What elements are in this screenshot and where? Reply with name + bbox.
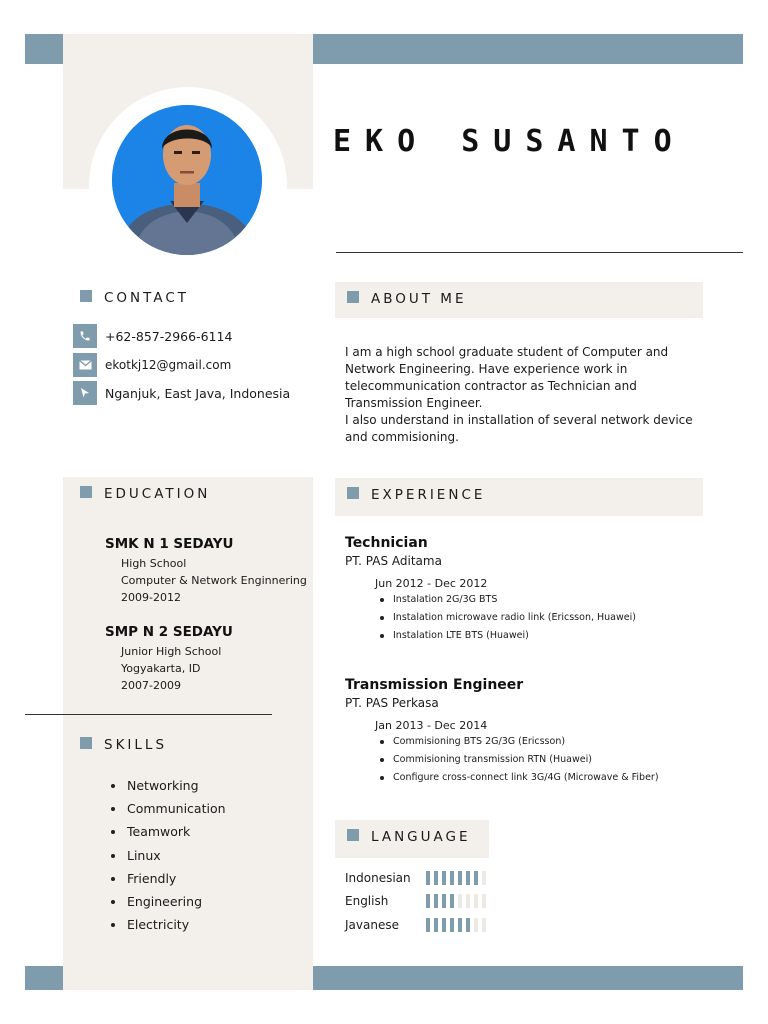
level-tick-filled (426, 871, 430, 885)
level-tick-empty (474, 894, 478, 908)
duty-item: Commisioning BTS 2G/3G (Ericsson) (375, 733, 725, 751)
skills-heading (80, 737, 167, 753)
job-duties (375, 591, 725, 645)
language-level (426, 894, 490, 908)
contact-phone-row (73, 324, 232, 348)
level-tick-empty (482, 894, 486, 908)
language-level (426, 871, 490, 885)
about-heading (347, 291, 466, 307)
about-line: and commisioning. (345, 430, 459, 444)
level-tick-filled (426, 918, 430, 932)
about-text (345, 344, 705, 446)
name-divider (336, 252, 743, 253)
skill-item: Networking (111, 774, 226, 797)
skill-item: Friendly (111, 867, 226, 890)
education-heading-label: EDUCATION (104, 486, 211, 502)
about-heading-label: ABOUT ME (371, 291, 467, 307)
level-tick-filled (434, 918, 438, 932)
duty-item: Instalation LTE BTS (Huawei) (375, 627, 725, 645)
education-item (105, 624, 233, 694)
contact-heading-label: CONTACT (104, 290, 190, 306)
phone-icon (73, 324, 97, 348)
skill-item: Electricity (111, 913, 226, 936)
about-line: Transmission Engineer. (345, 396, 483, 410)
contact-heading (80, 290, 189, 306)
duty-item: Instalation 2G/3G BTS (375, 591, 725, 609)
level-tick-filled (442, 871, 446, 885)
experience-item (345, 535, 725, 645)
experience-heading-label: EXPERIENCE (371, 487, 486, 503)
job-title: Technician (345, 535, 428, 551)
duty-item: Configure cross-connect link 3G/4G (Microwave & Fiber) (375, 769, 725, 787)
school-detail: Junior High School (121, 645, 222, 658)
level-tick-filled (458, 918, 462, 932)
contact-email[interactable]: ekotkj12@gmail.com (105, 358, 232, 372)
about-line: I also understand in installation of several network device (345, 413, 693, 427)
contact-location: Nganjuk, East Java, Indonesia (105, 385, 291, 401)
school-detail: Computer & Network Enginnering (121, 574, 307, 587)
skills-heading-label: SKILLS (104, 737, 168, 753)
language-heading-label: LANGUAGE (371, 829, 471, 845)
skills-list (111, 774, 226, 936)
level-tick-filled (466, 918, 470, 932)
level-tick-empty (474, 918, 478, 932)
education-heading-marker (80, 486, 92, 498)
education-item (105, 536, 307, 606)
duty-item: Commisioning transmission RTN (Huawei) (375, 751, 725, 769)
language-heading (347, 829, 471, 845)
language-row (345, 870, 490, 886)
school-years: 2009-2012 (121, 591, 181, 604)
language-heading-marker (347, 829, 359, 841)
level-tick-empty (458, 894, 462, 908)
profile-photo (112, 105, 262, 255)
level-tick-filled (458, 871, 462, 885)
language-name: Indonesian (345, 871, 411, 885)
language-row (345, 917, 490, 933)
school-name: SMP N 2 SEDAYU (105, 624, 233, 640)
top-bar-right (313, 34, 743, 64)
duty-item: Instalation microwave radio link (Ericsson, Huawei) (375, 609, 725, 627)
level-tick-filled (466, 871, 470, 885)
level-tick-filled (450, 871, 454, 885)
experience-heading-marker (347, 487, 359, 499)
bottom-bar-right (313, 966, 743, 990)
experience-item (345, 677, 725, 787)
job-title: Transmission Engineer (345, 677, 524, 693)
level-tick-filled (450, 894, 454, 908)
about-line: telecommunication contractor as Technician and (345, 379, 637, 393)
email-icon (73, 353, 97, 377)
school-name: SMK N 1 SEDAYU (105, 536, 234, 552)
education-divider (25, 714, 272, 715)
job-company: PT. PAS Perkasa (345, 696, 439, 710)
school-detail: High School (121, 557, 187, 570)
level-tick-empty (482, 871, 486, 885)
school-years: 2007-2009 (121, 679, 181, 692)
level-tick-filled (442, 894, 446, 908)
language-name: Javanese (345, 918, 399, 932)
contact-location-row (73, 381, 290, 405)
about-heading-marker (347, 291, 359, 303)
contact-phone[interactable]: +62-857-2966-6114 (105, 328, 233, 344)
job-dates: Jun 2012 - Dec 2012 (375, 577, 488, 590)
level-tick-filled (434, 871, 438, 885)
about-line: I am a high school graduate student of Computer and (345, 345, 669, 359)
skill-item: Engineering (111, 890, 226, 913)
about-line: Network Engineering. Have experience work in (345, 362, 628, 376)
bottom-bar-left (25, 966, 63, 990)
level-tick-empty (466, 894, 470, 908)
skill-item: Linux (111, 844, 226, 867)
level-tick-filled (434, 894, 438, 908)
job-company: PT. PAS Aditama (345, 554, 442, 568)
location-cursor-icon (73, 381, 97, 405)
language-level (426, 918, 490, 932)
level-tick-filled (442, 918, 446, 932)
job-duties (375, 733, 725, 787)
education-heading (80, 486, 210, 502)
level-tick-filled (474, 871, 478, 885)
level-tick-empty (482, 918, 486, 932)
top-bar-left (25, 34, 63, 64)
level-tick-filled (450, 918, 454, 932)
level-tick-filled (426, 894, 430, 908)
skill-item: Communication (111, 797, 226, 820)
skills-heading-marker (80, 737, 92, 749)
school-detail: Yogyakarta, ID (121, 662, 201, 675)
contact-heading-marker (80, 290, 92, 302)
skill-item: Teamwork (111, 820, 226, 843)
language-name: English (345, 894, 389, 908)
contact-email-row (73, 353, 231, 377)
full-name: EKO SUSANTO (333, 124, 686, 159)
job-dates: Jan 2013 - Dec 2014 (375, 719, 488, 732)
language-row (345, 893, 490, 909)
experience-heading (347, 487, 485, 503)
